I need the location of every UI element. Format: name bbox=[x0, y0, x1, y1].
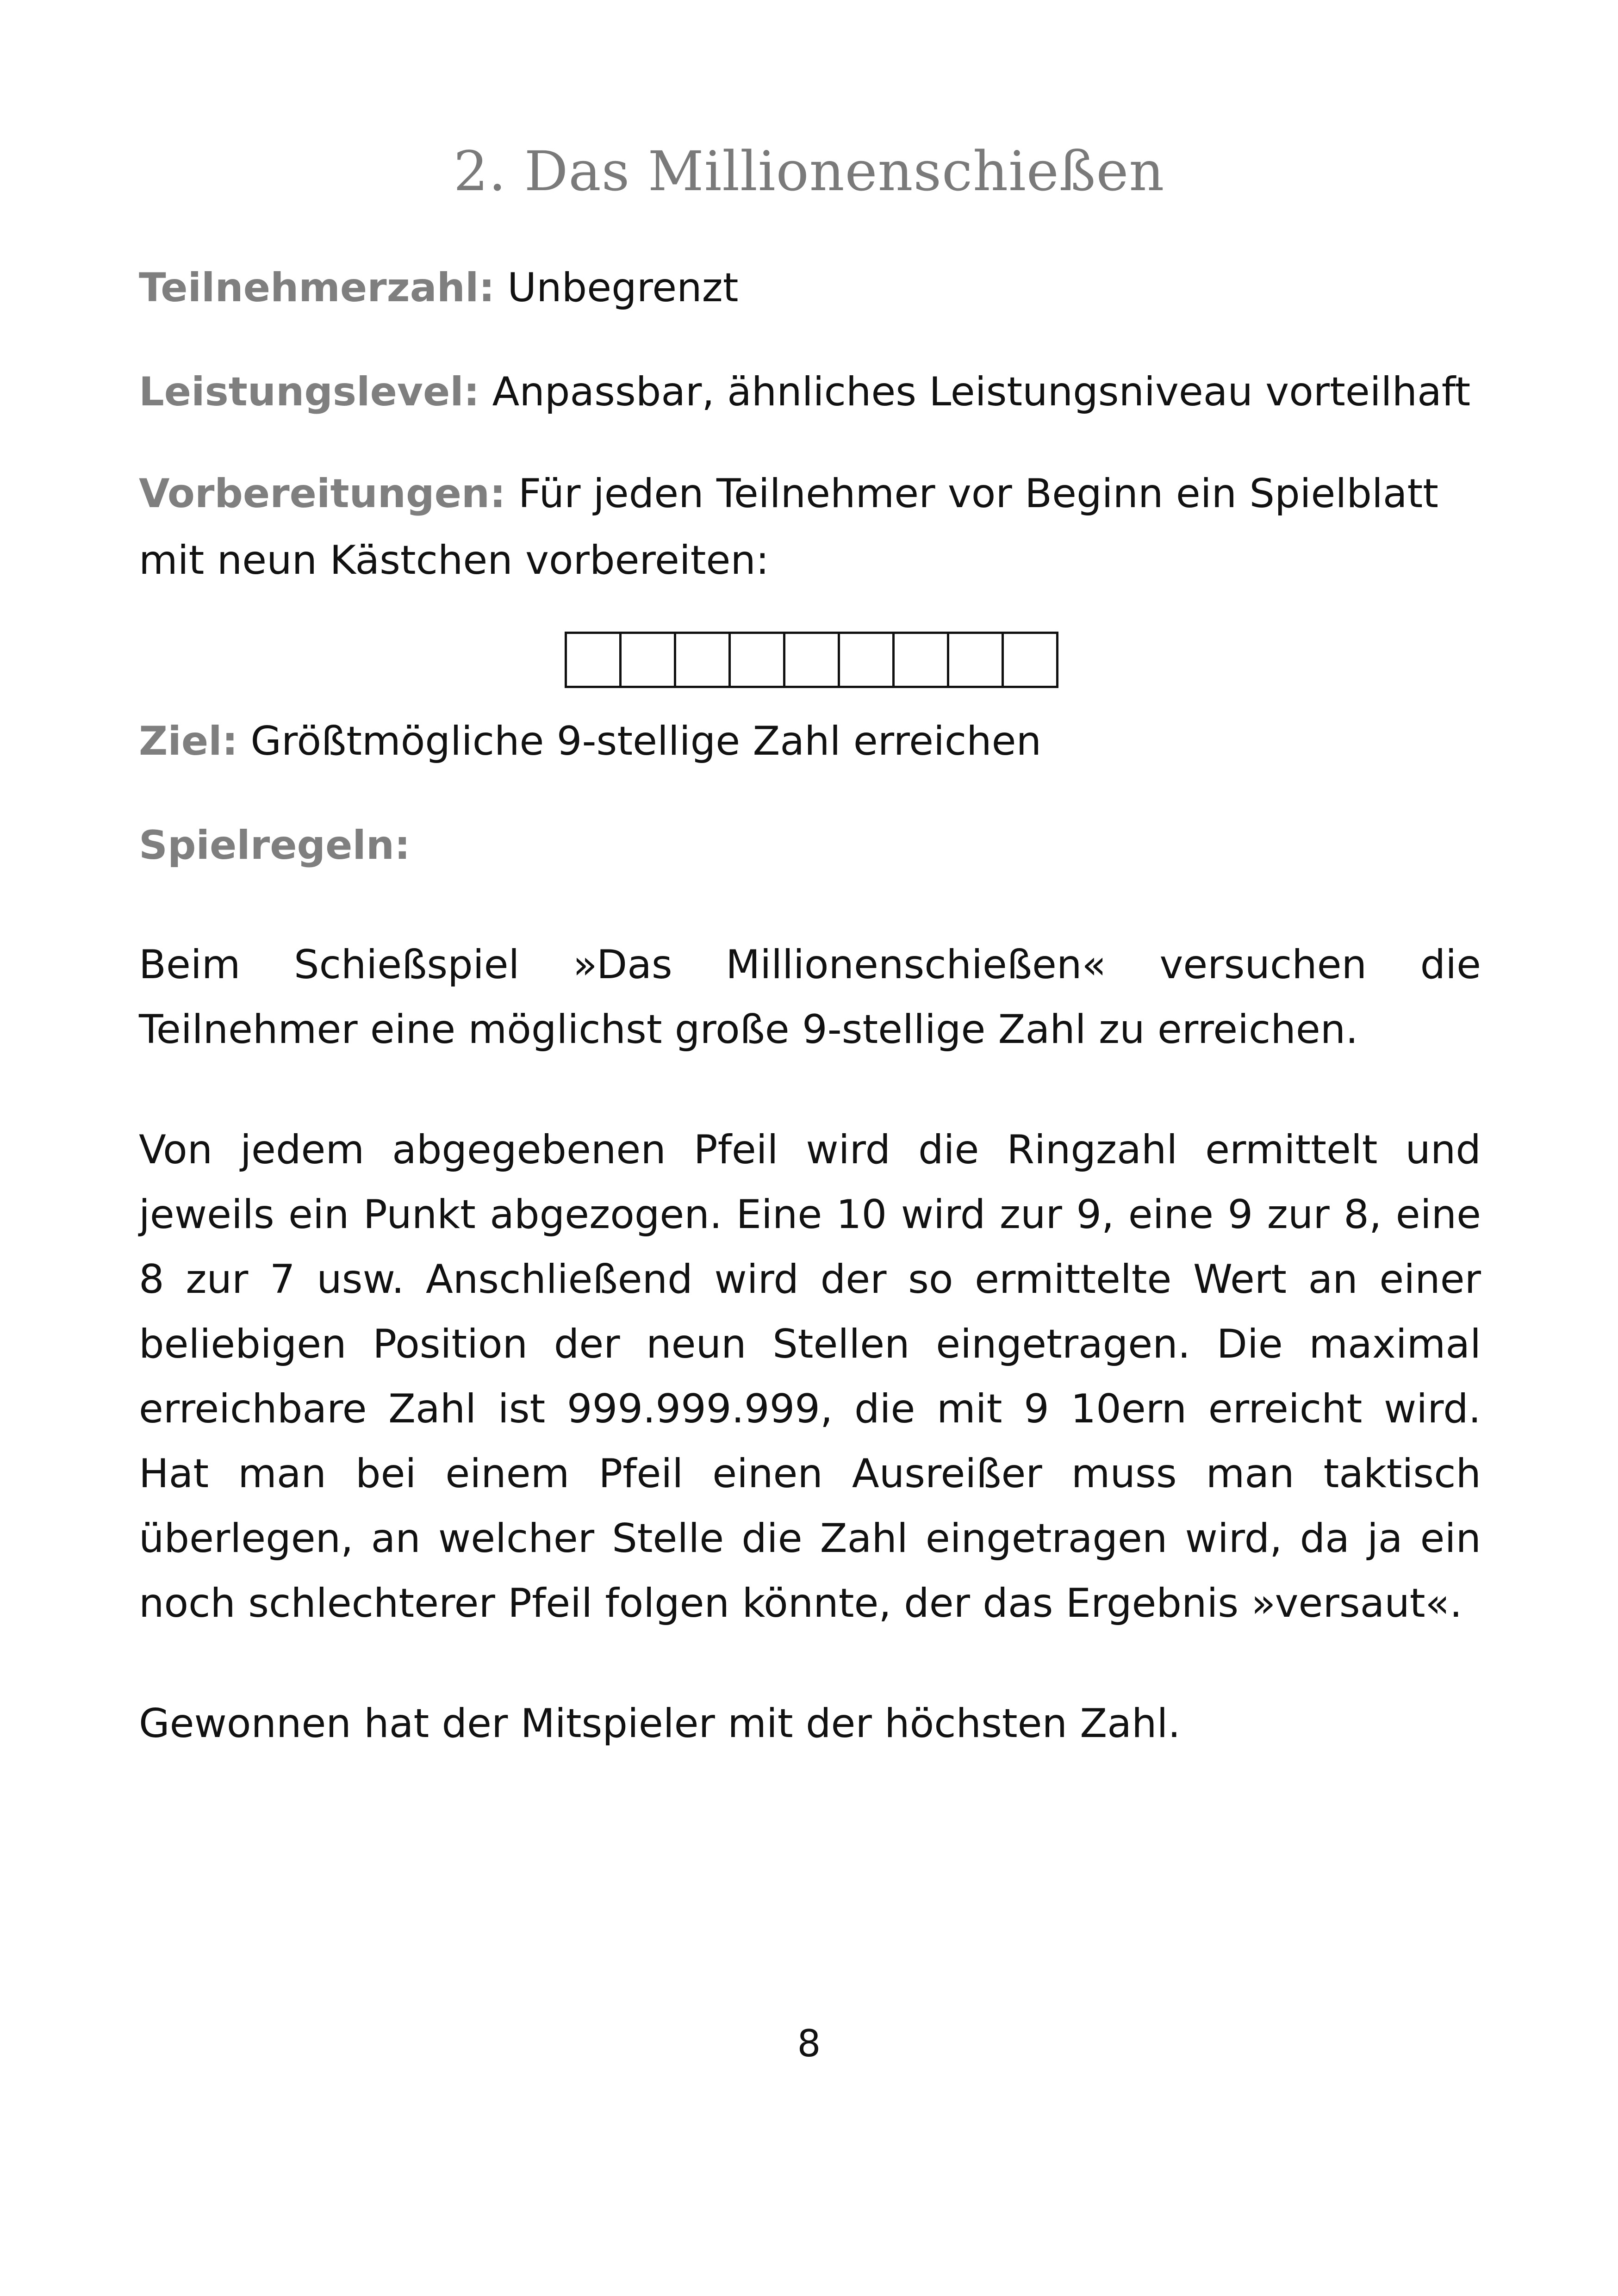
field-value: Anpassbar, ähnliches Leistungsniveau vorteilhaft bbox=[479, 369, 1471, 415]
field-teilnehmerzahl bbox=[139, 254, 1481, 321]
field-value: Größtmögliche 9-stellige Zahl erreichen bbox=[238, 718, 1042, 764]
digit-box bbox=[840, 634, 895, 686]
field-label: Teilnehmerzahl: bbox=[139, 265, 495, 311]
digit-box bbox=[895, 634, 949, 686]
digit-box bbox=[676, 634, 731, 686]
field-label: Spielregeln: bbox=[139, 822, 411, 869]
digit-box bbox=[949, 634, 1004, 686]
digit-box bbox=[1004, 634, 1056, 686]
paragraph-rules: Von jedem abgegebenen Pfeil wird die Ringzahl ermittelt und jeweils ein Punkt abgezogen. Eine 10 wird zur 9, eine 9 zur 8, eine 8 zur 7 usw. Anschließend wird der so ermittelte Wert an einer beliebigen Position der neun Stellen eingetragen. Die maximal erreichbare Zahl ist 999.999.999, die mit 9 10ern erreicht wird. Hat man bei einem Pfeil einen Ausreißer muss man taktisch überlegen, an welcher Stelle die Zahl eingetragen wird, da ja ein noch schlechterer Pfeil folgen könnte, der das Ergebnis »versaut«. bbox=[139, 1127, 1481, 1626]
page-title: 2. Das Millionenschießen bbox=[453, 139, 1165, 203]
field-vorbereitungen bbox=[139, 460, 1481, 594]
field-value: Unbegrenzt bbox=[494, 265, 739, 311]
field-value: Für jeden Teilnehmer vor Beginn ein Spielblatt mit neun Kästchen vorbereiten: bbox=[139, 471, 1438, 583]
field-label: Leistungslevel: bbox=[139, 369, 480, 415]
nine-box-scoresheet bbox=[565, 632, 1058, 688]
digit-box bbox=[567, 634, 622, 686]
digit-box bbox=[785, 634, 840, 686]
paragraph-winner: Gewonnen hat der Mitspieler mit der höchsten Zahl. bbox=[139, 1700, 1181, 1747]
page-number: 8 bbox=[797, 2022, 821, 2065]
field-ziel bbox=[139, 708, 1481, 775]
paragraph-intro: Beim Schießspiel »Das Millionenschießen« versuchen die Teilnehmer eine möglichst große 9-stellige Zahl zu erreichen. bbox=[139, 942, 1481, 1053]
field-leistungslevel bbox=[139, 359, 1481, 425]
field-spielregeln bbox=[139, 812, 1481, 879]
digit-box bbox=[731, 634, 785, 686]
digit-box bbox=[622, 634, 676, 686]
field-label: Ziel: bbox=[139, 718, 238, 764]
field-label: Vorbereitungen: bbox=[139, 471, 506, 517]
